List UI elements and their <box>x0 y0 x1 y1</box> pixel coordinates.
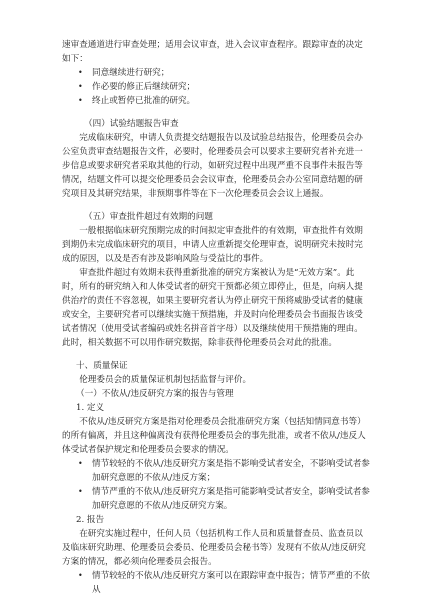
subsection-heading: 2. 报告 <box>76 515 105 525</box>
decision-list <box>62 66 370 108</box>
body-paragraph: 不依从/违反研究方案是指对伦理委员会批准研究方案（包括知情同意书等）的所有偏离，并且这种偏离没有获得伦理委员会的事先批准，或者不依从/违反人体受试者保护规定和伦理委员会要求的情况。 <box>62 417 366 455</box>
bullet-icon: • <box>78 82 83 91</box>
body-paragraph: 一般根据临床研究预期完成的时间拟定审查批件的有效期，审查批件有效期到期仍未完成临床研究的项目，申请人应重新提交伦理审查，说明研究未按时完成的原因，以及是否有涉及影响风险与受益比的事件。 <box>62 226 363 264</box>
list-item-text: 同意继续进行研究； <box>92 68 170 78</box>
chapter-heading: 十、质量保证 <box>76 361 128 371</box>
bullet-icon: • <box>78 459 83 468</box>
section-heading: （五）审查批件超过有效期的问题 <box>84 212 213 222</box>
list-item <box>78 569 370 597</box>
list-item <box>78 94 370 108</box>
section-heading: （一）不依从/违反研究方案的报告与管理 <box>76 389 234 399</box>
list-item <box>78 457 370 485</box>
bullet-icon: • <box>78 96 83 105</box>
report-list <box>62 569 370 597</box>
list-item-text: 情节较轻的不依从/违反研究方案可以在跟踪审查中报告；情节严重的不依从 <box>92 571 370 595</box>
body-paragraph: 在研究实施过程中，任何人员（包括机构工作人员和质量督查员、监查员以及临床研究助理、伦理委员会委员、伦理委员会秘书等）发现有不依从/违反研究方案的情况，都必须向伦理委员会报告。 <box>62 529 366 567</box>
list-item <box>78 80 370 94</box>
list-item-text: 情节严重的不依从/违反研究方案是指可能影响受试者安全，影响受试者参加研究意愿的不依从/违反研究方案。 <box>92 487 370 511</box>
body-paragraph: 完成临床研究，申请人负责提交结题报告以及试验总结报告，伦理委员会办公室负责审查结题报告文件，必要时，伦理委员会可以要求主要研究者补充进一步信息或要求研究者采取其他的行动，如研究过程中出现严重不良事件未报告等情况，结题文件可以提交伦理委员会会议审查，伦理委员会办公室同意结题的研究项目及其研究结果，非预期事件等在下一次伦理委员会会议上通报。 <box>62 133 363 199</box>
section-heading: （四）试验结题报告审查 <box>84 119 179 129</box>
list-item-text: 情节较轻的不依从/违反研究方案是指不影响受试者安全，不影响受试者参加研究意愿的不依从/违反方案； <box>92 459 370 483</box>
severity-list <box>62 457 370 513</box>
list-item <box>78 485 370 513</box>
list-item-text: 作必要的修正后继续研究； <box>92 82 196 92</box>
list-item <box>78 66 370 80</box>
subsection-heading: 1. 定义 <box>76 403 105 413</box>
body-paragraph: 审查批件超过有效期未获得重新批准的研究方案被认为是“无效方案”。此时，所有的研究纳入和人体受试者的研究干预都必须立即停止，但是，向病人提供治疗的责任不容忽视，如果主要研究者认为停止研究干预将威胁受试者的健康或安全，主要研究者可以继续实施干预措施，并及时向伦理委员会书面报告该受试者情况（使用受试者编码或姓名拼音首字母）以及继续使用干预措施的理由。此时，相关数据不可以用作研究数据，除非获得伦理委员会对此的批准。 <box>62 268 363 348</box>
bullet-icon: • <box>78 68 83 77</box>
bullet-icon: • <box>78 487 83 496</box>
intro-paragraph: 速审查通道进行审查处理；适用会议审查，进入会议审查程序。跟踪审查的决定如下： <box>62 40 363 64</box>
bullet-icon: • <box>78 571 83 580</box>
body-paragraph: 伦理委员会的质量保证机制包括监督与评价。 <box>79 375 252 385</box>
list-item-text: 终止或暂停已批准的研究。 <box>92 96 196 106</box>
